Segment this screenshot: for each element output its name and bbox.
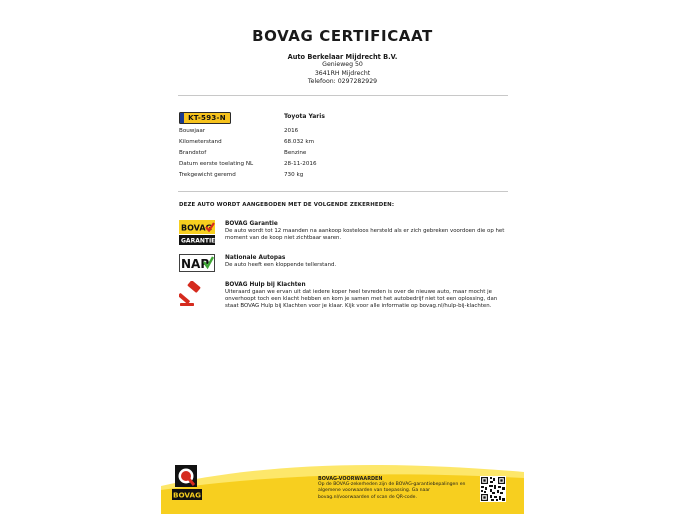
qr-code[interactable] <box>480 476 506 502</box>
bovag-garantie-logo <box>179 220 216 249</box>
license-plate <box>179 112 231 124</box>
feature-bovag-garantie <box>179 220 509 246</box>
spec-label: Brandstof <box>179 149 207 156</box>
bovag-footer-logo <box>172 465 202 503</box>
dealer-street: Genieweg 50 <box>322 61 363 69</box>
footer-logo-text: BOVAG <box>173 490 201 500</box>
spec-value: Benzine <box>284 149 307 156</box>
nap-logo-text: NAP <box>181 257 210 271</box>
spec-label: Datum eerste toelating NL <box>179 160 254 167</box>
divider-middle <box>178 191 508 192</box>
section-heading: DEZE AUTO WORDT AANGEBODEN MET DE VOLGENDE ZEKERHEDEN: <box>179 202 395 208</box>
nap-logo <box>179 254 216 276</box>
spec-label: Kilometerstand <box>179 138 222 145</box>
feature-heading: Nationale Autopas <box>225 255 286 261</box>
feature-heading: BOVAG Hulp bij Klachten <box>225 282 306 288</box>
spec-value: 2016 <box>284 127 299 134</box>
feature-nap <box>179 254 509 274</box>
dealer-name: Auto Berkelaar Mijdrecht B.V. <box>287 53 398 61</box>
feature-heading: BOVAG Garantie <box>225 221 278 227</box>
spec-row <box>179 147 509 158</box>
footer-body: Op de BOVAG-zekerheden zijn de BOVAG-garantiebepalingen en algemene voorwaarden van toepassing. Ga naar bovag.nl/voorwaarden of scan de QR-code. <box>318 482 466 500</box>
spec-row <box>179 158 509 169</box>
car-model: Toyota Yaris <box>284 113 325 120</box>
spec-value: 730 kg <box>284 171 304 178</box>
footer-heading: BOVAG-VOORWAARDEN <box>318 476 383 482</box>
garantie-logo-top: BOVAG <box>181 223 213 233</box>
spec-row <box>179 169 509 180</box>
divider-top <box>178 95 508 96</box>
spec-row <box>179 136 509 147</box>
spec-label: Trekgewicht geremd <box>179 171 236 178</box>
spec-value: 28-11-2016 <box>284 160 317 167</box>
spec-row <box>179 125 509 136</box>
gavel-icon <box>179 281 216 311</box>
vehicle-specs <box>179 125 509 180</box>
dealer-info <box>0 53 685 87</box>
spec-value: 68.032 km <box>284 138 315 145</box>
feature-hulp-bij-klachten <box>179 281 509 311</box>
certificate-title: BOVAG CERTIFICAAT <box>252 27 433 45</box>
dealer-phone: Telefoon: 0297282929 <box>307 78 378 86</box>
feature-body: Uiteraard gaan we ervan uit dat iedere koper heel tevreden is over de nieuwe auto, maar mocht je onverhoopt toch een klacht hebben en kom je samen met het autobedrijf niet tot een oplossing, dan staat BOVAG Hulp bij Klachten voor je klaar. Kijk voor alle informatie op bovag.nl/hulp-bij-klachten. <box>225 289 498 310</box>
plate-number: KT-593-N <box>188 114 226 122</box>
garantie-logo-bottom: GARANTIE <box>181 237 215 245</box>
footer-conditions <box>318 476 478 501</box>
dealer-city: 3641RH Mijdrecht <box>314 69 371 77</box>
feature-body: De auto heeft een kloppende tellerstand. <box>225 262 337 268</box>
feature-body: De auto wordt tot 12 maanden na aankoop kosteloos hersteld als er zich gebreken voordoen die op het moment van de koop niet zichtbaar waren. <box>225 228 505 242</box>
spec-label: Bouwjaar <box>179 127 206 134</box>
